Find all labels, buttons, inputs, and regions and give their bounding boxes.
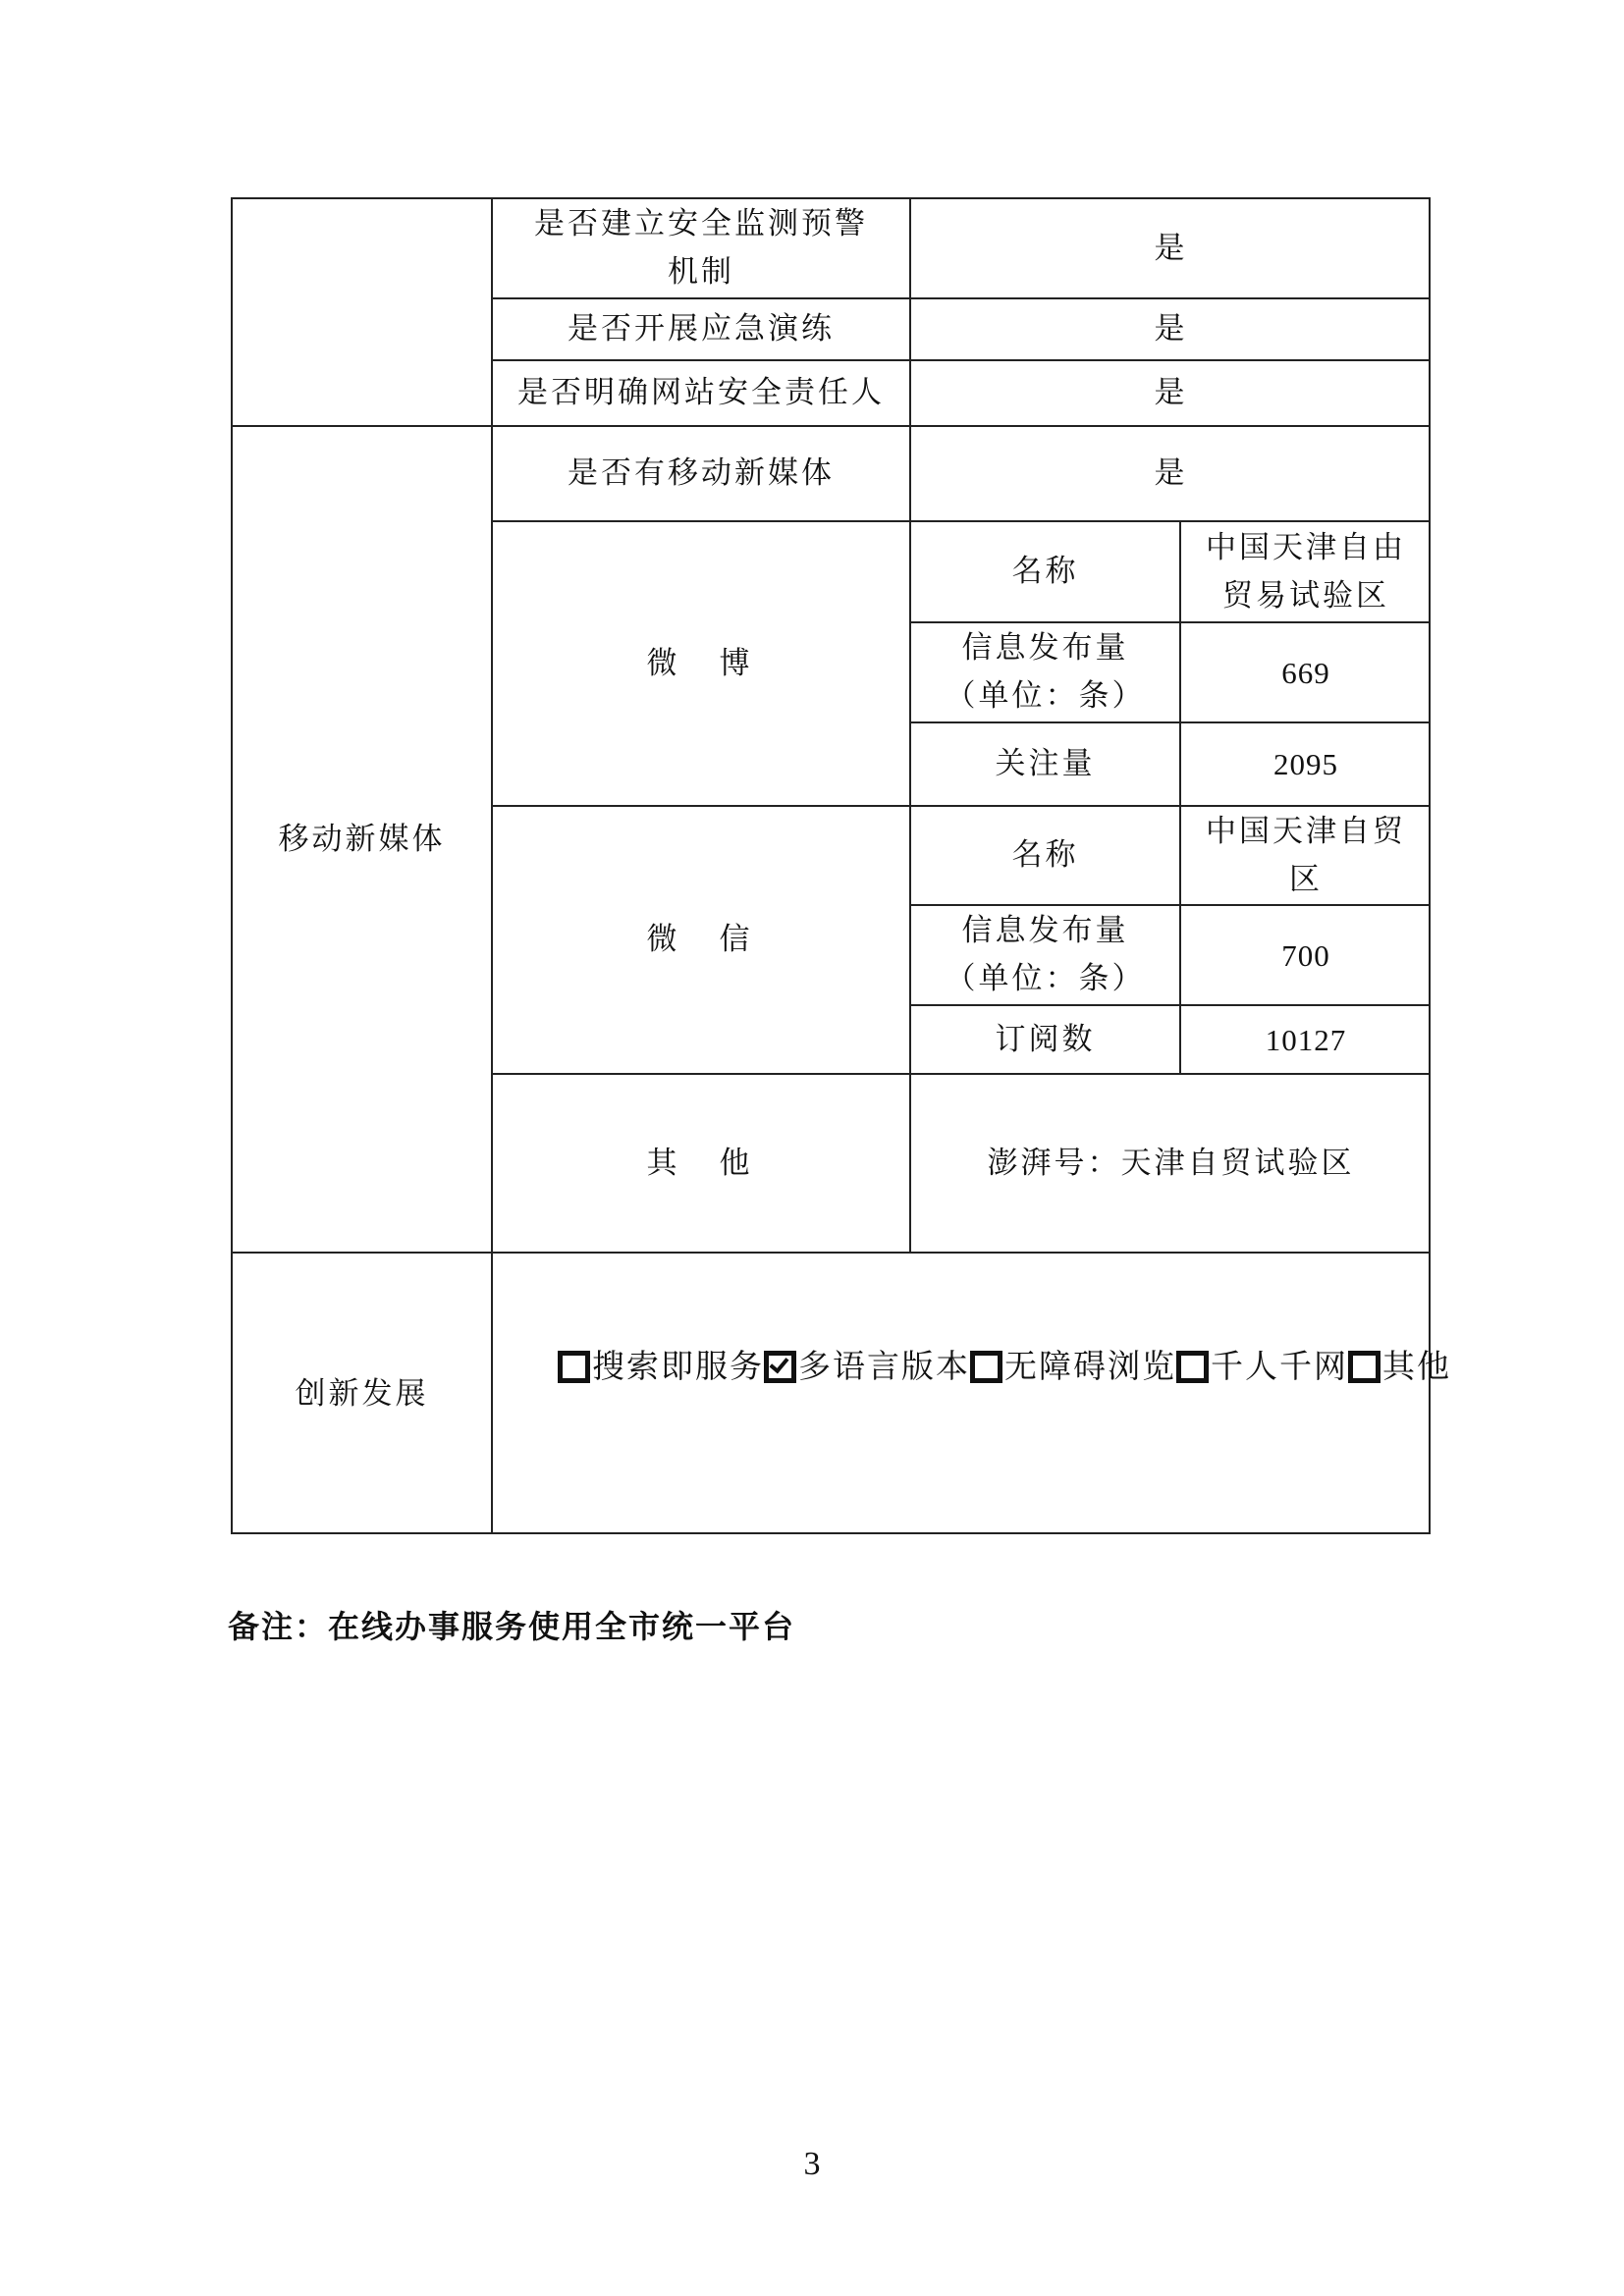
option-multilingual[interactable] [764, 1345, 970, 1388]
wechat-count-value: 700 [1281, 937, 1330, 973]
wechat-name-label: 名称 [1011, 837, 1079, 873]
other-media-label: 其 他 [646, 1145, 756, 1181]
option-accessible-browsing[interactable] [970, 1345, 1176, 1388]
has-mobile-media-question: 是否有移动新媒体 [568, 455, 835, 491]
weibo-label: 微 博 [646, 645, 756, 681]
security-answer-monitoring: 是 [1154, 230, 1188, 266]
option-label: 多语言版本 [798, 1347, 970, 1385]
weibo-name-label: 名称 [1011, 554, 1079, 589]
other-media-value: 澎湃号：天津自贸试验区 [987, 1145, 1355, 1181]
checkbox-icon[interactable] [1176, 1351, 1209, 1383]
checkbox-icon[interactable] [1348, 1351, 1380, 1383]
page-number: 3 [803, 2146, 821, 2182]
innovation-options [558, 1345, 1451, 1388]
innovation-label: 创新发展 [295, 1375, 429, 1412]
weibo-count-label: 信息发布量 （单位：条） [945, 630, 1146, 714]
security-question-drill: 是否开展应急演练 [568, 311, 835, 347]
weibo-count-value: 669 [1281, 655, 1330, 690]
option-label: 搜索即服务 [592, 1347, 764, 1385]
footnote: 备注：在线办事服务使用全市统一平台 [228, 1608, 796, 1645]
mobile-media-section-label: 移动新媒体 [278, 821, 446, 857]
wechat-subscribers-label: 订阅数 [995, 1021, 1096, 1057]
report-table [231, 197, 1431, 1534]
weibo-name-value: 中国天津自由 贸易试验区 [1206, 529, 1406, 614]
checkbox-icon[interactable] [558, 1351, 590, 1383]
option-label: 千人千网 [1211, 1347, 1348, 1385]
security-question-responsible: 是否明确网站安全责任人 [517, 375, 885, 410]
wechat-subscribers-value: 10127 [1265, 1022, 1347, 1057]
security-answer-drill: 是 [1154, 311, 1188, 347]
wechat-name-value: 中国天津自贸 区 [1206, 813, 1406, 897]
has-mobile-media-answer: 是 [1154, 455, 1188, 491]
option-personalized[interactable] [1176, 1345, 1348, 1388]
wechat-label: 微 信 [646, 922, 756, 957]
option-label: 其他 [1382, 1347, 1451, 1385]
wechat-count-label: 信息发布量 （单位：条） [945, 913, 1146, 996]
weibo-followers-value: 2095 [1273, 747, 1338, 781]
checkbox-icon[interactable] [970, 1351, 1002, 1383]
checked-checkbox-icon[interactable] [764, 1351, 796, 1383]
option-search-as-service[interactable] [558, 1345, 764, 1388]
option-other[interactable] [1348, 1345, 1451, 1388]
weibo-followers-label: 关注量 [995, 746, 1096, 781]
option-label: 无障碍浏览 [1004, 1347, 1176, 1385]
security-question-monitoring: 是否建立安全监测预警 机制 [534, 206, 868, 290]
security-answer-responsible: 是 [1154, 375, 1188, 410]
